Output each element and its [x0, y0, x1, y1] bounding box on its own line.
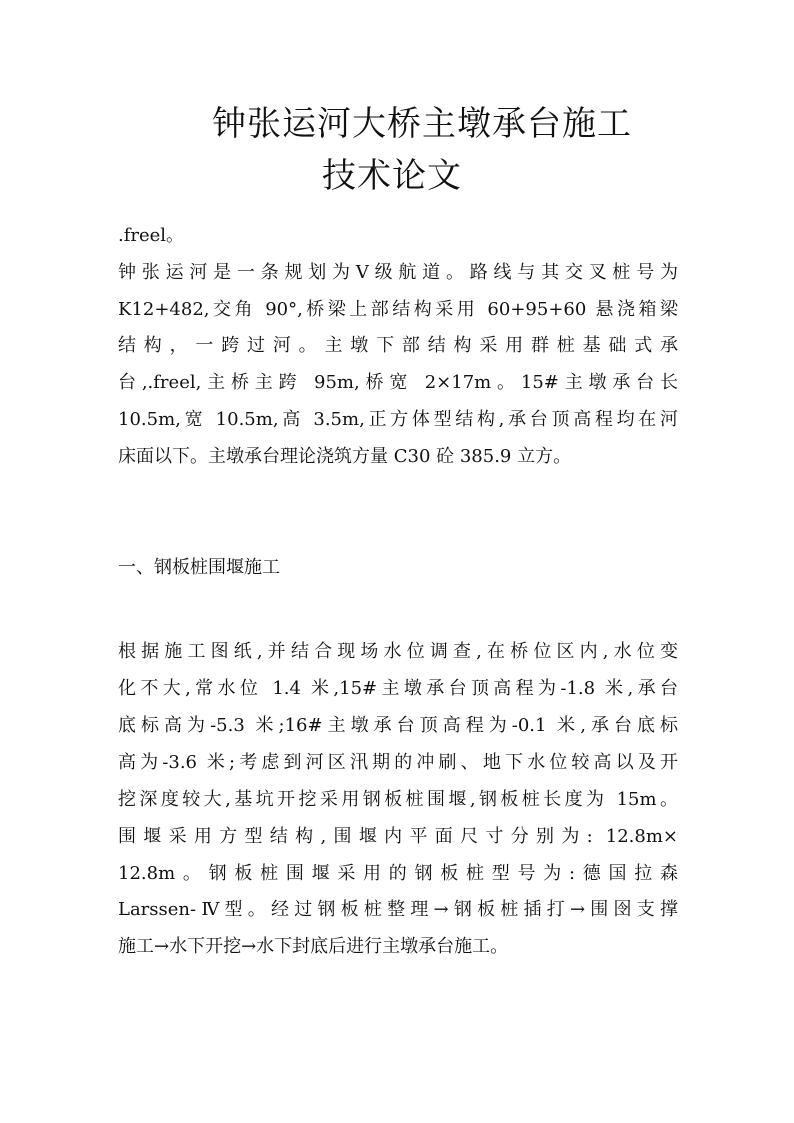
paragraph-2-line: 高为-3.6 米;考虑到河区汛期的冲刷、地下水位较高以及开 [118, 752, 678, 773]
paragraph-2-line: 挖深度较大,基坑开挖采用钢板桩围堰,钢板桩长度为 15m。 [118, 789, 678, 810]
title-line-2: 技术论文 [322, 156, 462, 196]
source-mark: .freel。 [118, 225, 185, 246]
paragraph-2-line: Larssen-Ⅳ型。经过钢板桩整理→钢板桩插打→围囹支撑 [118, 899, 678, 920]
title-line-1: 钟张运河大桥主墩承台施工 [212, 104, 632, 144]
paragraph-1-line: 钟张运河是一条规划为Ⅴ级航道。路线与其交叉桩号为 [118, 262, 678, 283]
paragraph-2-line: 施工→水下开挖→水下封底后进行主墩承台施工。 [118, 936, 509, 957]
paragraph-2-line: 底标高为-5.3 米;16#主墩承台顶高程为-0.1 米,承台底标 [118, 715, 678, 736]
paragraph-1-line: 台,.freel,主桥主跨 95m,桥宽 2×17m。15#主墩承台长 [118, 372, 678, 393]
paragraph-1-line: K12+482,交角 90°,桥梁上部结构采用 60+95+60 悬浇箱梁 [118, 299, 678, 320]
paragraph-2-line: 化不大,常水位 1.4 米,15#主墩承台顶高程为-1.8 米,承台 [118, 678, 678, 699]
paragraph-2-line: 围堰采用方型结构,围堰内平面尺寸分别为: 12.8m× [118, 826, 678, 847]
paragraph-2-line: 12.8m。钢板桩围堰采用的钢板桩型号为:德国拉森 [118, 863, 678, 884]
paragraph-2-line: 根据施工图纸,并结合现场水位调查,在桥位区内,水位变 [118, 641, 678, 662]
section-heading: 一、钢板桩围堰施工 [118, 557, 280, 578]
paragraph-1-line: 10.5m,宽 10.5m,高 3.5m,正方体型结构,承台顶高程均在河 [118, 409, 678, 430]
paragraph-1-line: 床面以下。主墩承台理论浇筑方量 C30 砼 385.9 立方。 [118, 446, 572, 467]
paragraph-1-line: 结构，一跨过河。主墩下部结构采用群桩基础式承 [118, 335, 678, 356]
